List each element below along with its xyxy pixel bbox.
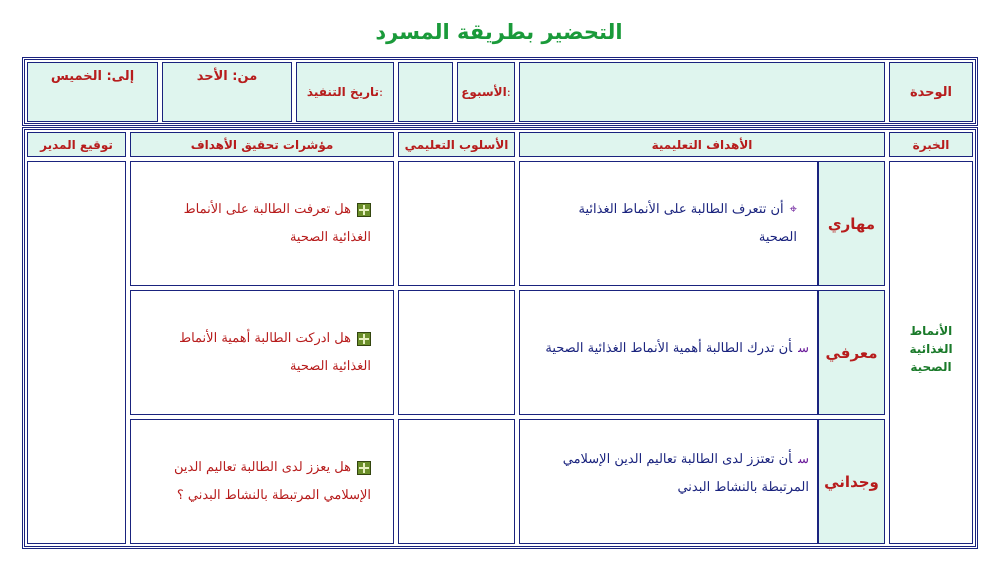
objective-marker: س <box>798 452 809 467</box>
unit-value-cell[interactable] <box>519 62 885 122</box>
signature-cell[interactable] <box>27 161 126 544</box>
objective-cell <box>519 161 818 286</box>
to-cell <box>27 62 158 122</box>
objective-text: ⌖أن تتعرف الطالبة على الأنماط الغذائية الصحية <box>578 202 797 245</box>
domain-cell-knowledge <box>818 290 885 415</box>
domain-label: مهاري <box>827 214 876 233</box>
objective-cell <box>519 290 818 415</box>
week-label: الأسبوع <box>461 85 507 99</box>
unit-label-cell <box>889 62 973 122</box>
indicators-header: مؤشرات تحقيق الأهداف <box>130 132 394 157</box>
method-header: الأسلوب التعليمي <box>398 132 515 157</box>
plus-bullet-icon <box>357 461 371 475</box>
objective-marker: س <box>798 341 809 356</box>
objective-text: سأن تعتزز لدى الطالبة تعاليم الدين الإسلامي المرتبطة بالنشاط البدني <box>562 452 809 495</box>
experience-value-cell <box>889 161 973 544</box>
to-label: إلى: الخميس <box>50 69 135 84</box>
week-label-cell: الأسبوع : <box>457 62 515 122</box>
signature-header: توقيع المدير <box>27 132 126 157</box>
experience-header: الخبرة <box>889 132 973 157</box>
indicator-text: هل يعزز لدى الطالبة تعاليم الدين الإسلامي المرتبطة بالنشاط البدني ؟ <box>173 460 371 503</box>
from-label: من: الأحد <box>196 69 258 84</box>
week-value-cell[interactable] <box>398 62 453 122</box>
domain-cell-skill <box>818 161 885 286</box>
unit-label: الوحدة <box>909 84 953 100</box>
indicator-cell <box>130 161 394 286</box>
indicator-cell <box>130 419 394 544</box>
domain-label: معرفي <box>825 343 878 362</box>
objective-cell <box>519 419 818 544</box>
indicator-text: هل تعرفت الطالبة على الأنماط الغذائية الصحية <box>183 202 371 245</box>
method-cell[interactable] <box>398 161 515 286</box>
plus-bullet-icon <box>357 203 371 217</box>
experience-value: الأنماط الغذائية الصحية <box>909 324 953 374</box>
indicator-cell <box>130 290 394 415</box>
crosshair-icon: ⌖ <box>789 202 797 217</box>
method-cell[interactable] <box>398 290 515 415</box>
domain-label: وجداني <box>824 472 879 491</box>
domain-cell-affective <box>818 419 885 544</box>
objective-text: سأن تدرك الطالبة أهمية الأنماط الغذائية الصحية <box>545 341 809 356</box>
exec-date-label-cell: تاريخ التنفيذ : <box>296 62 394 122</box>
from-cell <box>162 62 292 122</box>
page-title: التحضير بطريقة المسرد <box>375 20 623 44</box>
plus-bullet-icon <box>357 332 371 346</box>
indicator-text: هل ادركت الطالبة أهمية الأنماط الغذائية الصحية <box>179 331 371 374</box>
objectives-header: الأهداف التعليمية <box>519 132 885 157</box>
exec-date-label: تاريخ التنفيذ <box>306 85 380 99</box>
method-cell[interactable] <box>398 419 515 544</box>
